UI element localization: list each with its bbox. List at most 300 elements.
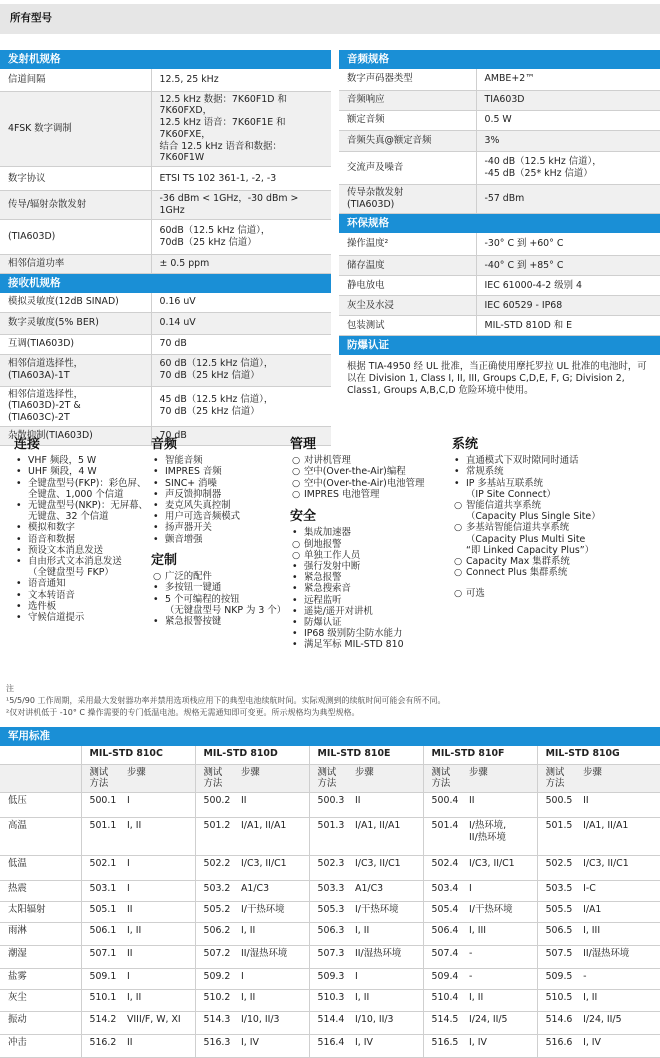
feature-item bbox=[14, 612, 154, 623]
military-row bbox=[0, 818, 660, 856]
spec-value: 70 dB bbox=[151, 426, 331, 445]
test-method: 509.4 bbox=[423, 969, 461, 990]
test-method: 510.4 bbox=[423, 990, 461, 1012]
standard-name: MIL-STD 810G bbox=[537, 746, 660, 764]
test-step: I/干热环境 bbox=[461, 902, 537, 923]
test-name: 低压 bbox=[0, 793, 81, 818]
feature-item bbox=[151, 455, 291, 466]
spec-value: -40 dB（12.5 kHz 信道）， -45 dB（25* kHz 信道） bbox=[476, 151, 660, 184]
feature-item bbox=[290, 639, 450, 650]
test-name: 太阳辐射 bbox=[0, 902, 81, 923]
spec-row bbox=[0, 386, 331, 426]
spec-value: TIA603D bbox=[476, 90, 660, 110]
feature-item bbox=[290, 466, 450, 477]
test-step: I/A1, II/A1 bbox=[347, 818, 423, 856]
test-step: I/干热环境 bbox=[233, 902, 309, 923]
feature-title-custom: 定制 bbox=[151, 552, 178, 568]
military-row bbox=[0, 1012, 660, 1035]
military-row bbox=[0, 1035, 660, 1058]
feature-text: 多按钮一键通 bbox=[165, 582, 222, 594]
feature-text: （Capacity Plus Single Site） bbox=[466, 511, 601, 523]
feature-item bbox=[452, 567, 657, 578]
test-step: VIII/F, W, XI bbox=[119, 1012, 195, 1035]
feature-item bbox=[151, 478, 291, 489]
optional-marker-icon: ○ bbox=[153, 571, 162, 583]
spec-value: ± 0.5 ppm bbox=[151, 255, 331, 274]
test-method: 506.3 bbox=[309, 923, 347, 946]
bullet-icon: • bbox=[454, 466, 460, 478]
feature-item bbox=[14, 478, 154, 489]
bullet-icon: • bbox=[16, 612, 22, 624]
feature-text: 满足军标 MIL-STD 810 bbox=[304, 639, 404, 651]
military-row bbox=[0, 969, 660, 990]
test-method: 514.2 bbox=[81, 1012, 119, 1035]
feature-item bbox=[290, 561, 450, 572]
spec-value: 12.5 kHz 数据：7K60F1D 和 7K60FXD， 12.5 kHz 语音：7K60F1E 和 7K60FXE， 结合 12.5 kHz 语音和数据：7K60F1W bbox=[151, 91, 331, 167]
spec-label: 互调(TIA603D) bbox=[0, 334, 151, 354]
spec-label: 数字灵敏度(5% BER) bbox=[0, 312, 151, 334]
spec-value: -57 dBm bbox=[476, 184, 660, 213]
optional-marker-icon: ○ bbox=[454, 522, 463, 534]
feature-text: 全键盘、1,000 个信道 bbox=[28, 488, 124, 500]
feature-item bbox=[14, 578, 154, 589]
feature-text: 直通模式下双时隙同时通话 bbox=[466, 455, 579, 467]
spec-label: 音频响应 bbox=[339, 90, 476, 110]
test-name: 雨淋 bbox=[0, 923, 81, 946]
feature-item bbox=[452, 466, 657, 477]
feature-item bbox=[452, 455, 657, 466]
page-title: 所有型号 bbox=[10, 12, 52, 24]
page-header-bar bbox=[0, 4, 660, 34]
bullet-icon: • bbox=[16, 533, 22, 545]
test-step: I bbox=[461, 881, 537, 902]
transmitter-table bbox=[0, 69, 331, 274]
test-step: II bbox=[575, 793, 660, 818]
bullet-icon: • bbox=[16, 578, 22, 590]
feature-text: 声反馈抑制器 bbox=[165, 488, 222, 500]
test-method: 505.3 bbox=[309, 902, 347, 923]
spec-value: 70 dB bbox=[151, 334, 331, 354]
test-step: I bbox=[119, 881, 195, 902]
spec-label: 信道间隔 bbox=[0, 69, 151, 91]
legend-marker: ○ bbox=[454, 588, 463, 600]
feature-list-safety bbox=[290, 527, 450, 650]
bullet-icon: • bbox=[153, 500, 159, 512]
test-method: 510.2 bbox=[195, 990, 233, 1012]
feature-item bbox=[290, 478, 450, 489]
spec-row bbox=[0, 312, 331, 334]
test-method: 506.1 bbox=[81, 923, 119, 946]
spec-value: 0.5 W bbox=[476, 110, 660, 130]
feature-text: 倒地报警 bbox=[304, 538, 342, 550]
test-step: I bbox=[119, 856, 195, 881]
bullet-icon: • bbox=[16, 589, 22, 601]
right-spec-column bbox=[339, 50, 660, 404]
notes-title: 注 bbox=[6, 684, 14, 693]
bullet-icon: • bbox=[16, 455, 22, 467]
feature-text: 广泛的配件 bbox=[165, 571, 212, 583]
military-row bbox=[0, 946, 660, 969]
test-step: I, IV bbox=[347, 1035, 423, 1058]
feature-item bbox=[151, 489, 291, 500]
feature-list-manage bbox=[290, 455, 450, 500]
spec-label: 储存温度 bbox=[339, 256, 476, 276]
feature-list-audio bbox=[151, 455, 291, 545]
test-step: I, IV bbox=[233, 1035, 309, 1058]
test-step: I-C bbox=[575, 881, 660, 902]
feature-item bbox=[151, 511, 291, 522]
feature-item bbox=[452, 534, 657, 545]
feature-text: 麦克风失真控制 bbox=[165, 500, 231, 512]
test-step: I/24, II/5 bbox=[575, 1012, 660, 1035]
test-method: 514.6 bbox=[537, 1012, 575, 1035]
feature-text: IMPRES 音频 bbox=[165, 466, 222, 478]
feature-text: VHF 频段，5 W bbox=[28, 455, 97, 467]
test-method: 509.2 bbox=[195, 969, 233, 990]
test-method: 505.4 bbox=[423, 902, 461, 923]
step-header: 步骤 bbox=[233, 764, 309, 793]
spec-row bbox=[0, 220, 331, 255]
military-standards-section bbox=[0, 727, 660, 1058]
feature-text: 防爆认证 bbox=[304, 616, 342, 628]
feature-item bbox=[151, 616, 291, 627]
feature-title-manage: 管理 bbox=[290, 437, 317, 452]
optional-marker-icon: ○ bbox=[454, 556, 463, 568]
bullet-icon: • bbox=[153, 522, 159, 534]
test-method: 500.1 bbox=[81, 793, 119, 818]
spec-row bbox=[0, 91, 331, 167]
feature-text: 文本转语音 bbox=[28, 589, 75, 601]
bullet-icon: • bbox=[16, 522, 22, 534]
feature-column-audio bbox=[151, 437, 291, 627]
test-method: 507.3 bbox=[309, 946, 347, 969]
bullet-icon: • bbox=[292, 527, 298, 539]
test-method: 509.3 bbox=[309, 969, 347, 990]
test-name: 灰尘 bbox=[0, 990, 81, 1012]
test-step: II bbox=[347, 793, 423, 818]
military-subheader-row bbox=[0, 764, 660, 793]
certification-text: 根据 TIA-4950 经 UL 批准，当正确使用摩托罗拉 UL 批准的电池时，可以在 Division 1, Class I, II, III, Groups C,D,E, F, G; Division 2, Class1, Groups A,B,C,D 危险环境中使用。 bbox=[347, 361, 647, 397]
feature-text: “即 Linked Capacity Plus”） bbox=[466, 544, 595, 556]
test-method: 502.3 bbox=[309, 856, 347, 881]
transmitter-header: 发射机规格 bbox=[0, 50, 331, 69]
test-step: I, III bbox=[575, 923, 660, 946]
test-step: I, II bbox=[119, 990, 195, 1012]
standard-name: MIL-STD 810D bbox=[195, 746, 309, 764]
corner-cell bbox=[0, 764, 81, 793]
feature-item bbox=[290, 539, 450, 550]
test-step: I, II bbox=[233, 923, 309, 946]
feature-item bbox=[151, 571, 291, 582]
test-step: I bbox=[119, 793, 195, 818]
test-step: II/湿热环境 bbox=[233, 946, 309, 969]
spec-row bbox=[0, 334, 331, 354]
test-step: I/10, II/3 bbox=[347, 1012, 423, 1035]
bullet-icon: • bbox=[153, 477, 159, 489]
bullet-icon: • bbox=[153, 488, 159, 500]
feature-text: 遥毙/遥开对讲机 bbox=[304, 605, 373, 617]
feature-list-connect bbox=[14, 455, 154, 623]
spec-value: 0.16 uV bbox=[151, 293, 331, 312]
feature-item bbox=[290, 628, 450, 639]
spec-label: 操作温度² bbox=[339, 233, 476, 256]
feature-item bbox=[14, 500, 154, 511]
test-step: - bbox=[461, 969, 537, 990]
spec-label: (TIA603D) bbox=[0, 220, 151, 255]
military-row bbox=[0, 990, 660, 1012]
feature-text: IP 多基站互联系统 bbox=[466, 477, 544, 489]
optional-legend bbox=[452, 588, 657, 599]
spec-row bbox=[0, 255, 331, 274]
feature-item bbox=[290, 583, 450, 594]
feature-text: （无键盘型号 NKP 为 3 个） bbox=[165, 604, 287, 616]
feature-item bbox=[14, 567, 154, 578]
feature-item bbox=[452, 545, 657, 556]
feature-item bbox=[151, 582, 291, 593]
bullet-icon: • bbox=[153, 466, 159, 478]
spec-label: 额定音频 bbox=[339, 110, 476, 130]
feature-text: 智能音频 bbox=[165, 455, 203, 467]
test-name: 盐雾 bbox=[0, 969, 81, 990]
test-method: 506.5 bbox=[537, 923, 575, 946]
feature-text: 守候信道提示 bbox=[28, 612, 85, 624]
feature-item bbox=[151, 605, 291, 616]
feature-text: 强行发射中断 bbox=[304, 560, 361, 572]
feature-text: 无键盘型号(NKP)：无屏幕、 bbox=[28, 500, 148, 512]
spec-label: 模拟灵敏度(12dB SINAD) bbox=[0, 293, 151, 312]
feature-text: 自由形式文本消息发送 bbox=[28, 556, 122, 568]
feature-item bbox=[14, 466, 154, 477]
optional-marker-icon: ○ bbox=[454, 567, 463, 579]
spec-value: -30° C 到 +60° C bbox=[476, 233, 660, 256]
standard-name: MIL-STD 810F bbox=[423, 746, 537, 764]
bullet-icon: • bbox=[292, 583, 298, 595]
test-method: 507.5 bbox=[537, 946, 575, 969]
spec-label: 数字声码器类型 bbox=[339, 69, 476, 90]
test-step: I, IV bbox=[575, 1035, 660, 1058]
test-step: I/C3, II/C1 bbox=[461, 856, 537, 881]
feature-item bbox=[14, 601, 154, 612]
method-header: 测试方法 bbox=[81, 764, 119, 793]
feature-text: 单独工作人员 bbox=[304, 549, 361, 561]
feature-item bbox=[452, 511, 657, 522]
feature-text: IP68 级别防尘防水能力 bbox=[304, 628, 403, 640]
test-step: II bbox=[119, 1035, 195, 1058]
spec-row bbox=[339, 69, 660, 90]
military-row bbox=[0, 856, 660, 881]
method-header: 测试方法 bbox=[309, 764, 347, 793]
feature-text: 5 个可编程的按钮 bbox=[165, 593, 240, 605]
spec-value: 45 dB（12.5 kHz 信道）， 70 dB（25 kHz 信道） bbox=[151, 386, 331, 426]
left-spec-column bbox=[0, 50, 331, 446]
test-method: 505.2 bbox=[195, 902, 233, 923]
military-row bbox=[0, 923, 660, 946]
spec-label: 相邻信道选择性，(TIA603A)-1T bbox=[0, 354, 151, 386]
bullet-icon: • bbox=[16, 500, 22, 512]
standard-name: MIL-STD 810E bbox=[309, 746, 423, 764]
bullet-icon: • bbox=[153, 593, 159, 605]
feature-text: 紧急报警按键 bbox=[165, 615, 222, 627]
test-step: I/C3, II/C1 bbox=[575, 856, 660, 881]
method-header: 测试方法 bbox=[423, 764, 461, 793]
bullet-icon: • bbox=[153, 511, 159, 523]
test-method: 507.2 bbox=[195, 946, 233, 969]
footnotes bbox=[6, 683, 656, 719]
test-step: II/湿热环境 bbox=[347, 946, 423, 969]
spec-label: 交流声及噪音 bbox=[339, 151, 476, 184]
test-method: 516.4 bbox=[309, 1035, 347, 1058]
test-step: I, II bbox=[233, 990, 309, 1012]
test-method: 500.5 bbox=[537, 793, 575, 818]
test-step: I, II bbox=[119, 923, 195, 946]
test-step: I/C3, II/C1 bbox=[347, 856, 423, 881]
test-method: 502.2 bbox=[195, 856, 233, 881]
feature-text: （IP Site Connect） bbox=[466, 488, 556, 500]
spec-value: -40° C 到 +85° C bbox=[476, 256, 660, 276]
test-method: 507.1 bbox=[81, 946, 119, 969]
feature-item bbox=[290, 606, 450, 617]
feature-text: Connect Plus 集群系统 bbox=[466, 567, 568, 579]
test-step: I bbox=[119, 969, 195, 990]
test-method: 510.1 bbox=[81, 990, 119, 1012]
feature-text: 紧急报警 bbox=[304, 572, 342, 584]
test-name: 高温 bbox=[0, 818, 81, 856]
test-step: - bbox=[461, 946, 537, 969]
spec-row bbox=[339, 296, 660, 316]
test-method: 516.6 bbox=[537, 1035, 575, 1058]
feature-item bbox=[14, 511, 154, 522]
test-method: 502.5 bbox=[537, 856, 575, 881]
feature-item bbox=[151, 594, 291, 605]
feature-text: 扬声器开关 bbox=[165, 522, 212, 534]
bullet-icon: • bbox=[292, 639, 298, 651]
test-step: I bbox=[233, 969, 309, 990]
feature-text: Capacity Max 集群系统 bbox=[466, 556, 570, 568]
feature-item bbox=[452, 522, 657, 533]
test-method: 501.5 bbox=[537, 818, 575, 856]
spec-label: 相邻信道功率 bbox=[0, 255, 151, 274]
bullet-icon: • bbox=[16, 544, 22, 556]
feature-text: 远程监听 bbox=[304, 594, 342, 606]
feature-column-system bbox=[452, 437, 657, 600]
bullet-icon: • bbox=[292, 616, 298, 628]
feature-text: 全键盘型号(FKP)：彩色屏、 bbox=[28, 477, 147, 489]
test-method: 506.4 bbox=[423, 923, 461, 946]
test-method: 503.3 bbox=[309, 881, 347, 902]
bullet-icon: • bbox=[153, 533, 159, 545]
bullet-icon: • bbox=[16, 477, 22, 489]
test-method: 500.2 bbox=[195, 793, 233, 818]
military-row bbox=[0, 881, 660, 902]
test-method: 514.3 bbox=[195, 1012, 233, 1035]
feature-item bbox=[290, 550, 450, 561]
spec-row bbox=[0, 69, 331, 91]
optional-marker-icon: ○ bbox=[292, 549, 301, 561]
spec-label: 传导/辐射杂散发射 bbox=[0, 191, 151, 220]
spec-value: IEC 60529 - IP68 bbox=[476, 296, 660, 316]
environment-table bbox=[339, 233, 660, 337]
military-standard-header-row bbox=[0, 746, 660, 764]
feature-title-system: 系统 bbox=[452, 437, 479, 452]
test-step: I/A1, II/A1 bbox=[575, 818, 660, 856]
step-header: 步骤 bbox=[347, 764, 423, 793]
corner-cell bbox=[0, 746, 81, 764]
test-step: I, II bbox=[119, 818, 195, 856]
receiver-table bbox=[0, 293, 331, 446]
feature-item bbox=[14, 455, 154, 466]
test-step: I, IV bbox=[461, 1035, 537, 1058]
spec-value: AMBE+2™ bbox=[476, 69, 660, 90]
feature-text: 选件板 bbox=[28, 600, 57, 612]
test-name: 振动 bbox=[0, 1012, 81, 1035]
test-step: I/干热环境 bbox=[347, 902, 423, 923]
audio-spec-table bbox=[339, 69, 660, 214]
optional-marker-icon: ○ bbox=[292, 455, 301, 467]
spec-row bbox=[0, 191, 331, 220]
feature-text: 无键盘、32 个信道 bbox=[28, 511, 109, 523]
test-method: 516.5 bbox=[423, 1035, 461, 1058]
spec-label: 灰尘及水浸 bbox=[339, 296, 476, 316]
feature-item bbox=[14, 590, 154, 601]
feature-title-connect: 连接 bbox=[14, 437, 41, 452]
spec-row bbox=[339, 184, 660, 213]
spec-label: 包装测试 bbox=[339, 316, 476, 336]
feature-text: 语音通知 bbox=[28, 578, 66, 590]
spec-value: ETSI TS 102 361-1, -2, -3 bbox=[151, 167, 331, 191]
feature-item bbox=[14, 545, 154, 556]
feature-text: UHF 频段，4 W bbox=[28, 466, 97, 478]
spec-value: 12.5, 25 kHz bbox=[151, 69, 331, 91]
feature-text: 对讲机管理 bbox=[304, 455, 351, 467]
test-method: 503.1 bbox=[81, 881, 119, 902]
bullet-icon: • bbox=[153, 455, 159, 467]
note-line-2: ²仅对讲机低于 -10° C 操作需要的专门低温电池。规格无需通知即可变更。所示规格均为典型规格。 bbox=[6, 708, 360, 717]
spec-label: 静电放电 bbox=[339, 276, 476, 296]
spec-value: 3% bbox=[476, 130, 660, 151]
test-method: 510.5 bbox=[537, 990, 575, 1012]
spec-row bbox=[339, 110, 660, 130]
spec-row bbox=[339, 316, 660, 336]
spec-row bbox=[339, 256, 660, 276]
feature-item bbox=[151, 466, 291, 477]
spec-value: MIL-STD 810D 和 E bbox=[476, 316, 660, 336]
test-step: I bbox=[347, 969, 423, 990]
feature-item bbox=[452, 489, 657, 500]
step-header: 步骤 bbox=[575, 764, 660, 793]
test-step: I, II bbox=[347, 923, 423, 946]
feature-column-manage bbox=[290, 437, 450, 651]
test-step: II/湿热环境 bbox=[575, 946, 660, 969]
bullet-icon: • bbox=[153, 615, 159, 627]
test-method: 509.1 bbox=[81, 969, 119, 990]
feature-text: 语音和数据 bbox=[28, 533, 75, 545]
optional-marker-icon: ○ bbox=[292, 488, 301, 500]
bullet-icon: • bbox=[153, 582, 159, 594]
spec-label: 音频失真@额定音频 bbox=[339, 130, 476, 151]
military-row bbox=[0, 793, 660, 818]
bullet-icon: • bbox=[16, 466, 22, 478]
test-method: 507.4 bbox=[423, 946, 461, 969]
test-method: 501.4 bbox=[423, 818, 461, 856]
feature-text: （全键盘型号 FKP） bbox=[28, 567, 114, 579]
legend-item bbox=[452, 588, 657, 599]
spec-value: -36 dBm < 1GHz，-30 dBm > 1GHz bbox=[151, 191, 331, 220]
feature-list-system bbox=[452, 455, 657, 578]
feature-text: SINC+ 消噪 bbox=[165, 477, 217, 489]
military-row bbox=[0, 902, 660, 923]
test-method: 514.5 bbox=[423, 1012, 461, 1035]
standard-name: MIL-STD 810C bbox=[81, 746, 195, 764]
